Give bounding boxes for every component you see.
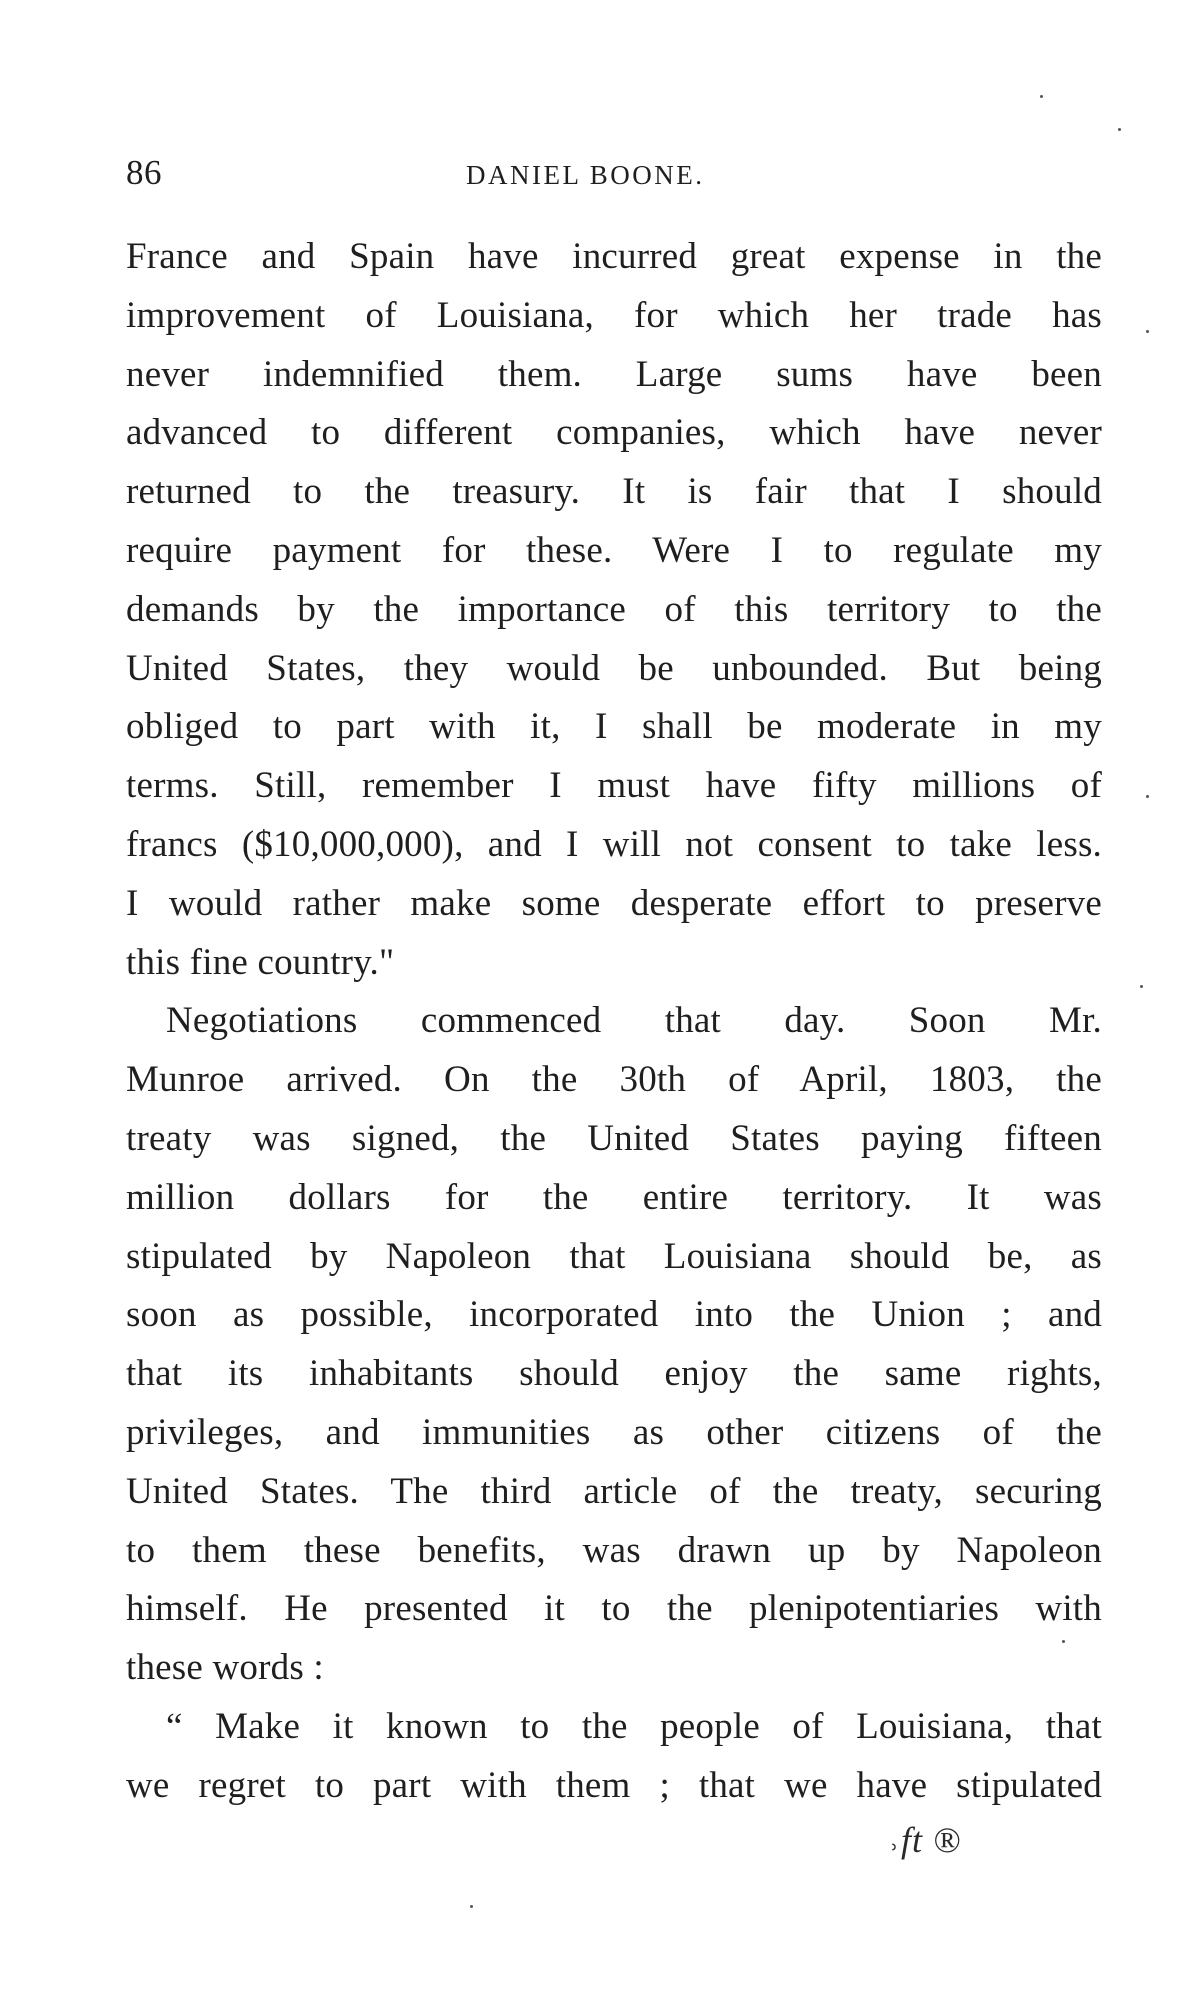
scan-speck [1140,985,1143,988]
text-line: France and Spain have incurred great expense in the [126,236,1102,277]
text-line: this fine country." [126,941,395,983]
text-line: privileges, and immunities as other citizens of the [126,1411,1102,1453]
text-line: million dollars for the entire territory. It was [126,1176,1102,1218]
page-number: 86 [126,153,162,192]
text-line: require payment for these. Were I to regulate my [126,529,1102,571]
text-line: improvement of Louisiana, for which her trade has [126,294,1102,336]
text-line: treaty was signed, the United States paying fifteen [126,1117,1102,1159]
paragraph [126,1698,1102,1816]
text-line: demands by the importance of this territory to the [126,588,1102,630]
scan-speck [1146,795,1149,798]
text-line: terms. Still, remember I must have fifty millions of [126,765,1102,807]
text-line: francs ($10,000,000), and I will not consent to take less. [126,823,1102,865]
scan-speck [1118,128,1121,131]
paragraph [126,228,1102,992]
text-line: advanced to different companies, which have never [126,412,1102,454]
text-line: that its inhabitants should enjoy the same rights, [126,1353,1102,1395]
text-line: United States. The third article of the treaty, securing [126,1470,1102,1512]
running-title: DANIEL BOONE. [466,160,705,190]
text-line: obliged to part with it, I shall be moderate in my [126,706,1102,748]
running-head [126,148,1102,198]
text-line: to them these benefits, was drawn up by Napoleon [126,1529,1102,1571]
scan-speck [1062,1640,1065,1643]
text-line: never indemnified them. Large sums have been [126,353,1102,395]
text-line: Munroe arrived. On the 30th of April, 1803, the [126,1059,1102,1101]
text-line: Negotiations commenced that day. Soon Mr. [166,1000,1102,1042]
scan-speck [1146,330,1149,333]
library-stamp: ˒ft ® [888,1820,962,1860]
body-text [126,228,1102,1816]
text-line: these words : [126,1647,324,1689]
text-line: “ Make it known to the people of Louisiana, that [166,1705,1102,1747]
text-line: I would rather make some desperate effort to preserve [126,882,1102,924]
text-line: we regret to part with them ; that we have stipulated [126,1764,1102,1806]
scan-speck [1040,95,1043,98]
text-line: returned to the treasury. It is fair that I should [126,471,1102,513]
text-line: soon as possible, incorporated into the Union ; and [126,1294,1102,1336]
text-line: United States, they would be unbounded. But being [126,647,1102,689]
text-line: stipulated by Napoleon that Louisiana should be, as [126,1235,1102,1277]
scan-speck [470,1905,473,1908]
paragraph [126,992,1102,1698]
text-line: himself. He presented it to the plenipotentiaries with [126,1588,1102,1630]
